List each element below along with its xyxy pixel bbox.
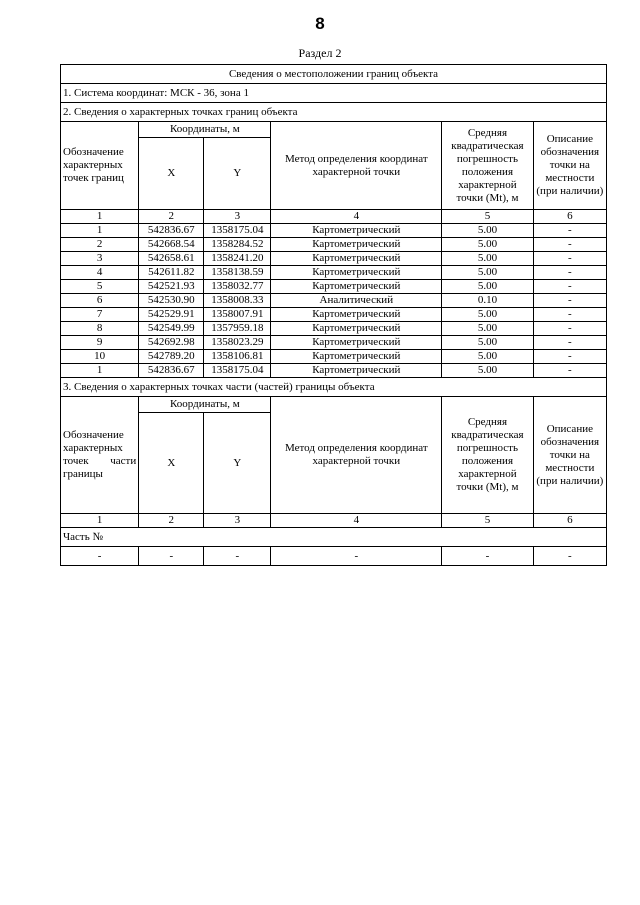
header3-description: Описание обозначения точки на местности (при наличии) bbox=[533, 397, 606, 514]
accuracy-cell: 5.00 bbox=[442, 350, 533, 364]
accuracy-cell: 0.10 bbox=[442, 294, 533, 308]
part-cell: - bbox=[61, 547, 139, 566]
point-number-cell: 4 bbox=[61, 266, 139, 280]
y-cell: 1357959.18 bbox=[204, 322, 271, 336]
column-number: 1 bbox=[61, 210, 139, 224]
y-cell: 1358008.33 bbox=[204, 294, 271, 308]
point-number-cell: 10 bbox=[61, 350, 139, 364]
method-cell: Картометрический bbox=[271, 224, 442, 238]
header3-y: Y bbox=[204, 413, 271, 514]
table-row bbox=[61, 266, 607, 280]
header-coordinates: Координаты, м bbox=[139, 122, 271, 138]
x-cell: 542611.82 bbox=[139, 266, 204, 280]
coordinate-system: 1. Система координат: МСК - 36, зона 1 bbox=[61, 84, 607, 103]
description-cell: - bbox=[533, 364, 606, 378]
page-number: 8 bbox=[315, 14, 325, 33]
x-cell: 542789.20 bbox=[139, 350, 204, 364]
column-number: 3 bbox=[204, 210, 271, 224]
y-cell: 1358106.81 bbox=[204, 350, 271, 364]
point-number-cell: 3 bbox=[61, 252, 139, 266]
x-cell: 542692.98 bbox=[139, 336, 204, 350]
x-cell: 542836.67 bbox=[139, 364, 204, 378]
x-cell: 542668.54 bbox=[139, 238, 204, 252]
method-cell: Аналитический bbox=[271, 294, 442, 308]
part-cell: - bbox=[442, 547, 533, 566]
column-number: 6 bbox=[533, 210, 606, 224]
table-row bbox=[61, 252, 607, 266]
part-cell: - bbox=[533, 547, 606, 566]
point-number-cell: 1 bbox=[61, 224, 139, 238]
point-number-cell: 8 bbox=[61, 322, 139, 336]
method-cell: Картометрический bbox=[271, 364, 442, 378]
y-cell: 1358175.04 bbox=[204, 364, 271, 378]
column-number: 4 bbox=[271, 514, 442, 528]
description-cell: - bbox=[533, 322, 606, 336]
header3-coordinates: Координаты, м bbox=[139, 397, 271, 413]
table-row bbox=[61, 294, 607, 308]
column-number: 2 bbox=[139, 514, 204, 528]
y-cell: 1358175.04 bbox=[204, 224, 271, 238]
x-cell: 542521.93 bbox=[139, 280, 204, 294]
x-cell: 542658.61 bbox=[139, 252, 204, 266]
table-row bbox=[61, 322, 607, 336]
description-cell: - bbox=[533, 336, 606, 350]
x-cell: 542529.91 bbox=[139, 308, 204, 322]
accuracy-cell: 5.00 bbox=[442, 252, 533, 266]
accuracy-cell: 5.00 bbox=[442, 364, 533, 378]
table-row bbox=[61, 238, 607, 252]
method-cell: Картометрический bbox=[271, 238, 442, 252]
x-cell: 542836.67 bbox=[139, 224, 204, 238]
point-number-cell: 9 bbox=[61, 336, 139, 350]
description-cell: - bbox=[533, 238, 606, 252]
table-row bbox=[61, 308, 607, 322]
column-number: 2 bbox=[139, 210, 204, 224]
boundary-table bbox=[60, 64, 607, 566]
header3-point-line: точек части bbox=[63, 455, 137, 467]
header3-x: X bbox=[139, 413, 204, 514]
table-row bbox=[61, 350, 607, 364]
table-title: Сведения о местоположении границ объекта bbox=[61, 65, 607, 84]
header-y: Y bbox=[204, 138, 271, 210]
description-cell: - bbox=[533, 252, 606, 266]
method-cell: Картометрический bbox=[271, 350, 442, 364]
header3-point-line: Обозначение bbox=[63, 429, 124, 441]
y-cell: 1358032.77 bbox=[204, 280, 271, 294]
table-row bbox=[61, 280, 607, 294]
table-row bbox=[61, 364, 607, 378]
header3-point-line: характерных bbox=[63, 442, 123, 454]
method-cell: Картометрический bbox=[271, 252, 442, 266]
column-number: 5 bbox=[442, 514, 533, 528]
column-number: 3 bbox=[204, 514, 271, 528]
y-cell: 1358007.91 bbox=[204, 308, 271, 322]
header3-method: Метод определения координат характерной точки bbox=[271, 397, 442, 514]
part-cell: - bbox=[204, 547, 271, 566]
method-cell: Картометрический bbox=[271, 280, 442, 294]
table-row bbox=[61, 336, 607, 350]
description-cell: - bbox=[533, 350, 606, 364]
column-number: 5 bbox=[442, 210, 533, 224]
point-number-cell: 1 bbox=[61, 364, 139, 378]
method-cell: Картометрический bbox=[271, 266, 442, 280]
table-row bbox=[61, 224, 607, 238]
part-label: Часть № bbox=[61, 528, 607, 547]
section3-title: 3. Сведения о характерных точках части (частей) границы объекта bbox=[61, 378, 607, 397]
point-number-cell: 5 bbox=[61, 280, 139, 294]
part-cell: - bbox=[271, 547, 442, 566]
method-cell: Картометрический bbox=[271, 308, 442, 322]
point-number-cell: 7 bbox=[61, 308, 139, 322]
point-number-cell: 6 bbox=[61, 294, 139, 308]
description-cell: - bbox=[533, 266, 606, 280]
description-cell: - bbox=[533, 308, 606, 322]
header-method: Метод определения координат характерной точки bbox=[271, 122, 442, 210]
x-cell: 542549.99 bbox=[139, 322, 204, 336]
y-cell: 1358138.59 bbox=[204, 266, 271, 280]
accuracy-cell: 5.00 bbox=[442, 336, 533, 350]
column-number: 1 bbox=[61, 514, 139, 528]
header-description: Описание обозначения точки на местности (при наличии) bbox=[533, 122, 606, 210]
x-cell: 542530.90 bbox=[139, 294, 204, 308]
header3-point-line: границы bbox=[63, 468, 103, 480]
method-cell: Картометрический bbox=[271, 336, 442, 350]
header3-point-designation bbox=[61, 397, 139, 514]
y-cell: 1358241.20 bbox=[204, 252, 271, 266]
accuracy-cell: 5.00 bbox=[442, 322, 533, 336]
section2-title: 2. Сведения о характерных точках границ объекта bbox=[61, 103, 607, 122]
description-cell: - bbox=[533, 280, 606, 294]
header-point-designation: Обозначение характерных точек границ bbox=[61, 122, 139, 210]
accuracy-cell: 5.00 bbox=[442, 266, 533, 280]
y-cell: 1358023.29 bbox=[204, 336, 271, 350]
header-x: X bbox=[139, 138, 204, 210]
description-cell: - bbox=[533, 294, 606, 308]
accuracy-cell: 5.00 bbox=[442, 280, 533, 294]
accuracy-cell: 5.00 bbox=[442, 224, 533, 238]
accuracy-cell: 5.00 bbox=[442, 308, 533, 322]
part-cell: - bbox=[139, 547, 204, 566]
header3-accuracy: Средняя квадратическая погрешность положения характерной точки (Mt), м bbox=[442, 397, 533, 514]
accuracy-cell: 5.00 bbox=[442, 238, 533, 252]
y-cell: 1358284.52 bbox=[204, 238, 271, 252]
method-cell: Картометрический bbox=[271, 322, 442, 336]
description-cell: - bbox=[533, 224, 606, 238]
section-title: Раздел 2 bbox=[298, 46, 342, 60]
column-number: 4 bbox=[271, 210, 442, 224]
header-accuracy: Средняя квадратическая погрешность положения характерной точки (Mt), м bbox=[442, 122, 533, 210]
point-number-cell: 2 bbox=[61, 238, 139, 252]
column-number: 6 bbox=[533, 514, 606, 528]
